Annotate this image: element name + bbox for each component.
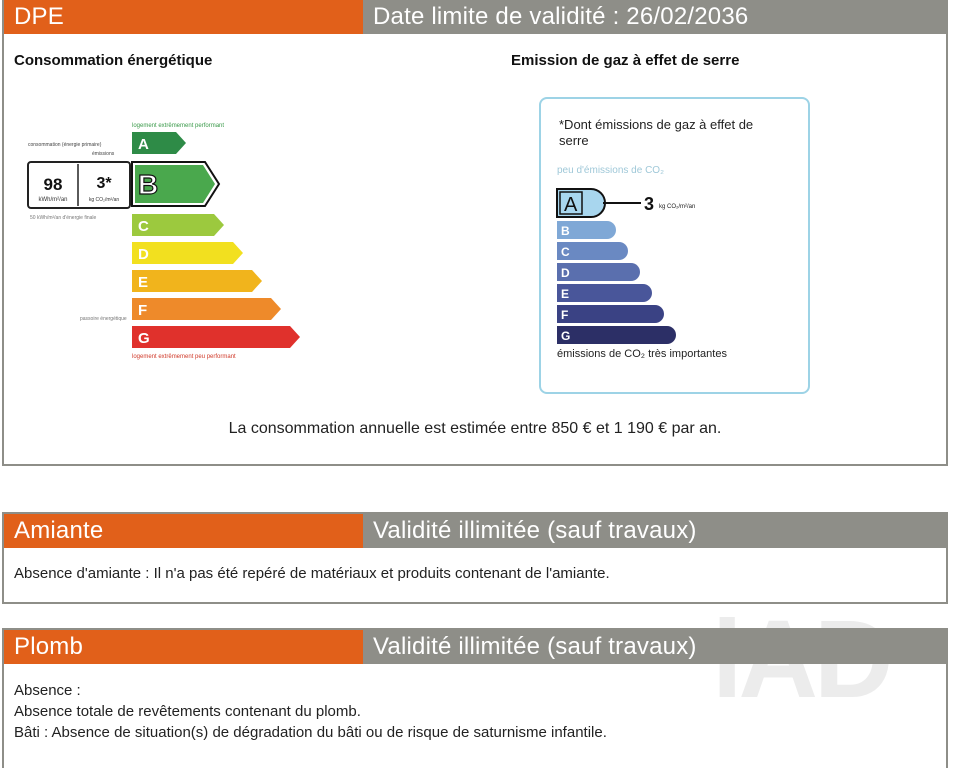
emissions-unit: kg CO₂/m²/an — [88, 197, 120, 203]
emissions-column-label: émissions — [92, 151, 115, 157]
ghg-emission-title: Emission de gaz à effet de serre — [511, 52, 740, 69]
plomb-text-block — [14, 680, 607, 743]
energy-side-note-final: 50 kWh/m²/an d'énergie finale — [30, 215, 97, 221]
ghg-class-letter-a: A — [564, 194, 578, 216]
emissions-value: 3* — [96, 175, 112, 192]
ghg-unit: kg CO₂/m²/an — [659, 204, 696, 210]
dpe-header-title-bar — [4, 0, 363, 34]
ghg-star-note: *Dont émissions de gaz à effet de serre — [559, 117, 754, 148]
amiante-section — [2, 512, 948, 604]
energy-class-letter-f: F — [138, 302, 148, 319]
amiante-validity: Validité illimitée (sauf travaux) — [373, 517, 697, 544]
dpe-header-validity-bar — [363, 0, 946, 34]
dpe-validity: Date limite de validité : 26/02/2036 — [373, 3, 749, 30]
energy-top-caption: logement extrêmement performant — [132, 123, 225, 129]
conso-unit: kWh/m²/an — [38, 197, 68, 203]
amiante-header — [4, 514, 946, 548]
energy-class-letter-c: C — [138, 218, 149, 235]
plomb-line-revetements: Absence totale de revêtements contenant du plomb. — [14, 703, 361, 720]
plomb-validity: Validité illimitée (sauf travaux) — [373, 633, 697, 660]
energy-side-note-passoire: passoire énergétique — [80, 316, 127, 322]
amiante-header-validity-bar — [363, 514, 946, 548]
energy-class-letter-a: A — [138, 136, 149, 153]
plomb-line-bati: Bâti : Absence de situation(s) de dégradation du bâti ou de risque de saturnisme infantile. — [14, 724, 607, 741]
ghg-value: 3 — [644, 194, 655, 214]
dpe-title: DPE — [14, 3, 64, 30]
amiante-text: Absence d'amiante : Il n'a pas été repéré de matériaux et produits contenant de l'amiante. — [14, 565, 610, 582]
ghg-label — [539, 97, 810, 394]
ghg-class-letter-b: B — [561, 224, 570, 238]
plomb-line-absence: Absence : — [14, 682, 81, 699]
plomb-section — [2, 628, 948, 768]
conso-column-label: consommation (énergie primaire) — [28, 142, 102, 148]
plomb-header-validity-bar — [363, 630, 946, 664]
energy-consumption-title: Consommation énergétique — [14, 52, 213, 69]
dpe-section — [2, 0, 948, 466]
energy-class-letter-e: E — [138, 274, 149, 291]
ghg-class-bar-g — [557, 326, 676, 344]
plomb-title: Plomb — [14, 633, 84, 660]
dpe-header — [4, 0, 946, 34]
amiante-title: Amiante — [14, 517, 104, 544]
ghg-bottom-caption: émissions de CO₂ très importantes — [557, 348, 727, 360]
annual-cost-estimate: La consommation annuelle est estimée entre 850 € et 1 190 € par an. — [228, 420, 722, 437]
ghg-class-bar-e — [557, 284, 652, 302]
ghg-top-caption: peu d'émissions de CO₂ — [557, 165, 664, 176]
ghg-class-letter-d: D — [561, 266, 570, 280]
ghg-class-letter-f: F — [561, 308, 569, 322]
conso-value: 98 — [43, 175, 63, 194]
amiante-header-title-bar — [4, 514, 363, 548]
energy-class-letter-b: B — [138, 169, 159, 200]
ghg-class-letter-e: E — [561, 287, 570, 301]
ghg-class-letter-g: G — [561, 329, 571, 343]
energy-class-arrow-f — [132, 298, 281, 320]
energy-class-letter-g: G — [138, 330, 150, 347]
plomb-header-title-bar — [4, 630, 363, 664]
ghg-class-bar-f — [557, 305, 664, 323]
energy-class-arrow-g — [132, 326, 300, 348]
energy-class-letter-d: D — [138, 246, 149, 263]
energy-label — [26, 118, 336, 368]
ghg-class-letter-c: C — [561, 245, 570, 259]
energy-class-arrow-e — [132, 270, 262, 292]
energy-class-arrows — [132, 132, 300, 348]
plomb-header — [4, 630, 946, 664]
ghg-bars — [557, 189, 676, 344]
energy-bottom-caption: logement extrêmement peu performant — [132, 354, 236, 360]
